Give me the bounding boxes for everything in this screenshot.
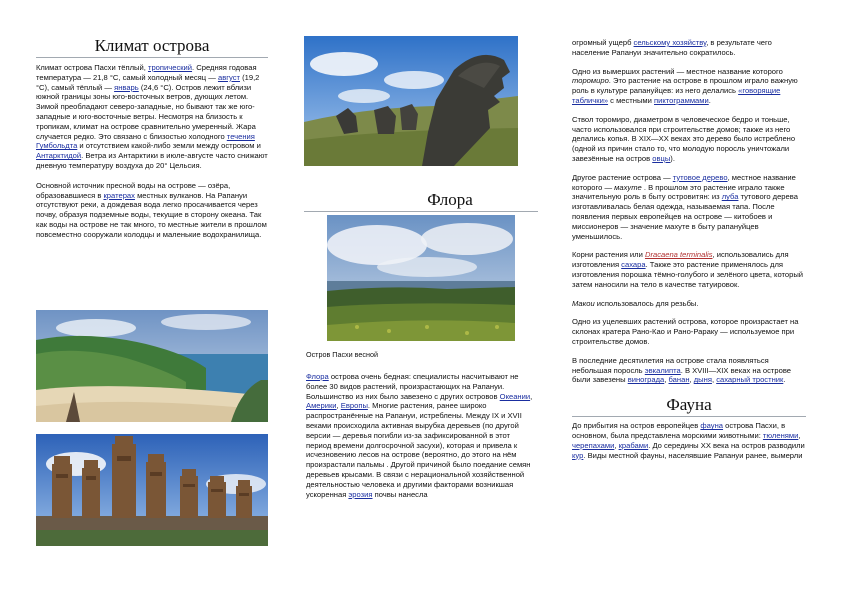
text-run: , использовались для изготовления — [572, 250, 789, 270]
italic-term: махуте — [614, 182, 642, 192]
mulberry-paragraph — [572, 173, 806, 242]
text-run: тутового дерева изготавливалась белая одежда, называемая тапа. После появления первых европейцев на острове — китобоев и миссионеров — значение махуте в быту рапануйцев уменьшилось. — [572, 192, 798, 241]
text-run: , — [711, 375, 717, 385]
text-run: Одно из уцелевших растений острова, которое произрастает на склонах кратера Рано-Као и Рано-Рараку — используемое при строительстве домов. — [572, 317, 799, 346]
makoi-paragraph — [572, 299, 806, 309]
italic-term: Макои — [572, 298, 595, 308]
text-run: , — [664, 375, 669, 385]
text-run: и отсутствием какой-либо земли между островом и — [77, 141, 261, 151]
text-run: огромный ущерб — [572, 38, 634, 47]
inline-link[interactable]: «говорящие таблички» — [572, 86, 781, 105]
inline-link[interactable]: течения Гумбольдта — [36, 131, 255, 151]
column-right — [572, 0, 806, 460]
inline-link[interactable]: овцы — [652, 153, 671, 163]
text-run: . Также это растение применялось для изготовления порошка тёмно-голубого и зелёного цвета, который затем наносили на тело в качестве татуировок. — [572, 260, 804, 289]
beach-photo — [36, 310, 268, 422]
surviving-plant-paragraph — [572, 317, 806, 346]
flora-paragraph-continued — [572, 38, 806, 58]
text-run: . В XVIII—XIX веках на острове были завезены — [572, 365, 792, 385]
inline-link[interactable]: сахара — [621, 260, 646, 270]
flora-heading: Флора — [304, 190, 538, 212]
text-run: почвы нанесла — [372, 489, 428, 499]
text-run: острова очень бедная: специалисты насчитывают не более 30 видов растений, произрастающих на Рапануи. Большинство из них было завезено с других островов — [306, 372, 519, 401]
inline-link[interactable]: Америки — [306, 401, 337, 411]
text-run: (19,2 °C), самый тёплый — — [36, 72, 260, 92]
text-run: . Ветра из Антарктики в июле-августе часто снижают дневную температуру воздуха до 20° Цельсия. — [36, 151, 268, 170]
climate-heading: Климат острова — [36, 36, 268, 58]
inline-link[interactable]: кратерах — [103, 190, 135, 200]
text-run: , местное название которого — — [572, 172, 796, 192]
text-run: Другое растение острова — — [572, 172, 673, 182]
text-run: . — [783, 375, 786, 385]
text-run: До прибытия на остров европейцев — [572, 421, 701, 431]
inline-link[interactable]: черепахами — [572, 440, 615, 450]
text-run: , — [689, 375, 694, 385]
text-run: Одно из вымерших растений — местное название которого — [572, 66, 783, 76]
inline-link[interactable]: луба — [721, 192, 739, 202]
climate-paragraph-2 — [36, 181, 268, 240]
inline-link[interactable]: Океании — [499, 391, 531, 401]
text-run: Основной источник пресной воды на острове — озёра, образовавшиеся в — [36, 180, 231, 200]
inline-link[interactable]: Dracaena terminalis — [644, 250, 713, 260]
fauna-paragraph-1 — [572, 421, 806, 460]
toromiro-paragraph — [572, 67, 806, 106]
text-run: . В прошлом это растение играло также значительную роль в быту островитян: из — [572, 182, 785, 202]
column-middle — [304, 0, 538, 212]
flora-photo-caption: Остров Пасхи весной — [306, 350, 378, 359]
climate-paragraph-1 — [36, 63, 268, 171]
text-run: Климат острова Пасхи тёплый, — [36, 63, 148, 72]
inline-link[interactable]: кур — [572, 450, 584, 460]
inline-link[interactable]: крабами — [618, 440, 649, 450]
fauna-heading: Фауна — [572, 395, 806, 417]
inline-link[interactable]: фауна — [700, 421, 724, 431]
text-run: Корни растения или — [572, 250, 645, 260]
text-run: Ствол торомиро, диаметром в человеческое бедро и тоньше, часто использовался при строительстве домов; также из него делались копья. В XIX—XX веках это дерево было истреблено (одной из причин стало то, что молодую поросль уничтожали завезённые на остров — [572, 114, 796, 163]
ahu-moai-photo — [36, 434, 268, 546]
inline-link[interactable]: эрозия — [348, 489, 373, 499]
text-run: В последние десятилетия на острове стала появляться небольшая поросль — [572, 355, 769, 375]
inline-link[interactable]: тутовое дерево — [672, 172, 728, 182]
inline-link[interactable]: январь — [114, 82, 139, 92]
text-run: . До середины XX века на остров разводили — [648, 440, 805, 450]
inline-link[interactable]: эвкалипта — [644, 365, 681, 375]
text-run: ). — [670, 153, 675, 163]
text-run: , в результате чего население Рапануи значительно сократилось. — [572, 38, 772, 57]
text-run: . Многие растения, ранее широко распространённые на Рапануи, истреблены. Между IX и XVII веками происходила активная вырубка деревьев (по другой версии — деревья погибли из-за зафиксированной в этот период времени долгосрочной засухи), которая и привела к исчезновению лесов на острове (вероятно, до этого на нём произрастали пальмы . Другой причиной было поедание семян деревьев крысами. В связи с нерациональной хозяйственной деятельностью человека и другими факторами возникшая ускоренная — [306, 401, 531, 499]
text-run: , — [614, 440, 619, 450]
text-run: (24,6 °C). Остров лежит вблизи южной границы зоны юго-восточных ветров, дующих летом. Зимой преобладают северо-западные, но бывают так же юго-западные и юго-восточные ветры. Несмотря на близость к тропикам, климат на острове сравнительно умеренный. Жара случается редко. Это связано с близостью холодного — [36, 82, 256, 141]
dracaena-paragraph — [572, 250, 806, 289]
italic-term: торомиро — [572, 76, 609, 86]
inline-link[interactable]: дыня — [693, 375, 712, 385]
column-left — [36, 0, 268, 240]
flora-paragraph-1 — [306, 372, 536, 499]
inline-link[interactable]: тропический — [147, 63, 193, 72]
text-run: , — [530, 391, 533, 401]
text-run: , — [798, 430, 801, 440]
text-run: , — [336, 401, 341, 411]
text-run: с местными — [608, 95, 655, 105]
spring-island-photo — [327, 215, 515, 341]
inline-link[interactable]: банан — [668, 375, 690, 385]
inline-link[interactable]: тюленями — [762, 430, 799, 440]
text-run: . Средняя годовая температура — 21,8 °C, самый холодный месяц — — [36, 63, 257, 82]
text-run: . — [708, 95, 711, 105]
toromiro-trunk-paragraph — [572, 115, 806, 164]
inline-link[interactable]: Флора — [306, 372, 329, 381]
inline-link[interactable]: Европы — [340, 401, 368, 411]
inline-link[interactable]: винограда — [627, 375, 665, 385]
text-run: острова Пасхи, в основном, была представлена морскими животными: — [572, 421, 786, 440]
text-run: использовалось для резьбы. — [594, 298, 699, 308]
inline-link[interactable]: пиктограммами — [654, 95, 709, 105]
text-run: . Это растение на острове в прошлом играло важную роль в культуре рапануйцев: из него делались — [572, 76, 798, 96]
inline-link[interactable]: сельскому хозяйству — [633, 38, 707, 47]
inline-link[interactable]: август — [217, 72, 240, 82]
introduced-plants-paragraph — [572, 356, 806, 385]
text-run: местных вулканов. На Рапануи отсутствуют реки, а дождевая вода легко просачивается через почву, образуя подземные воды, текущие в сторону океана. Так как воды на острове не так много, то местные жители в прошлом повсеместно сооружали колодцы и маленькие водохранилища. — [36, 190, 267, 239]
text-run: . Виды местной фауны, населявшие Рапануи ранее, вымерли — [583, 450, 803, 460]
inline-link[interactable]: сахарный тростник — [716, 375, 784, 385]
inline-link[interactable]: Антарктидой — [36, 151, 82, 161]
